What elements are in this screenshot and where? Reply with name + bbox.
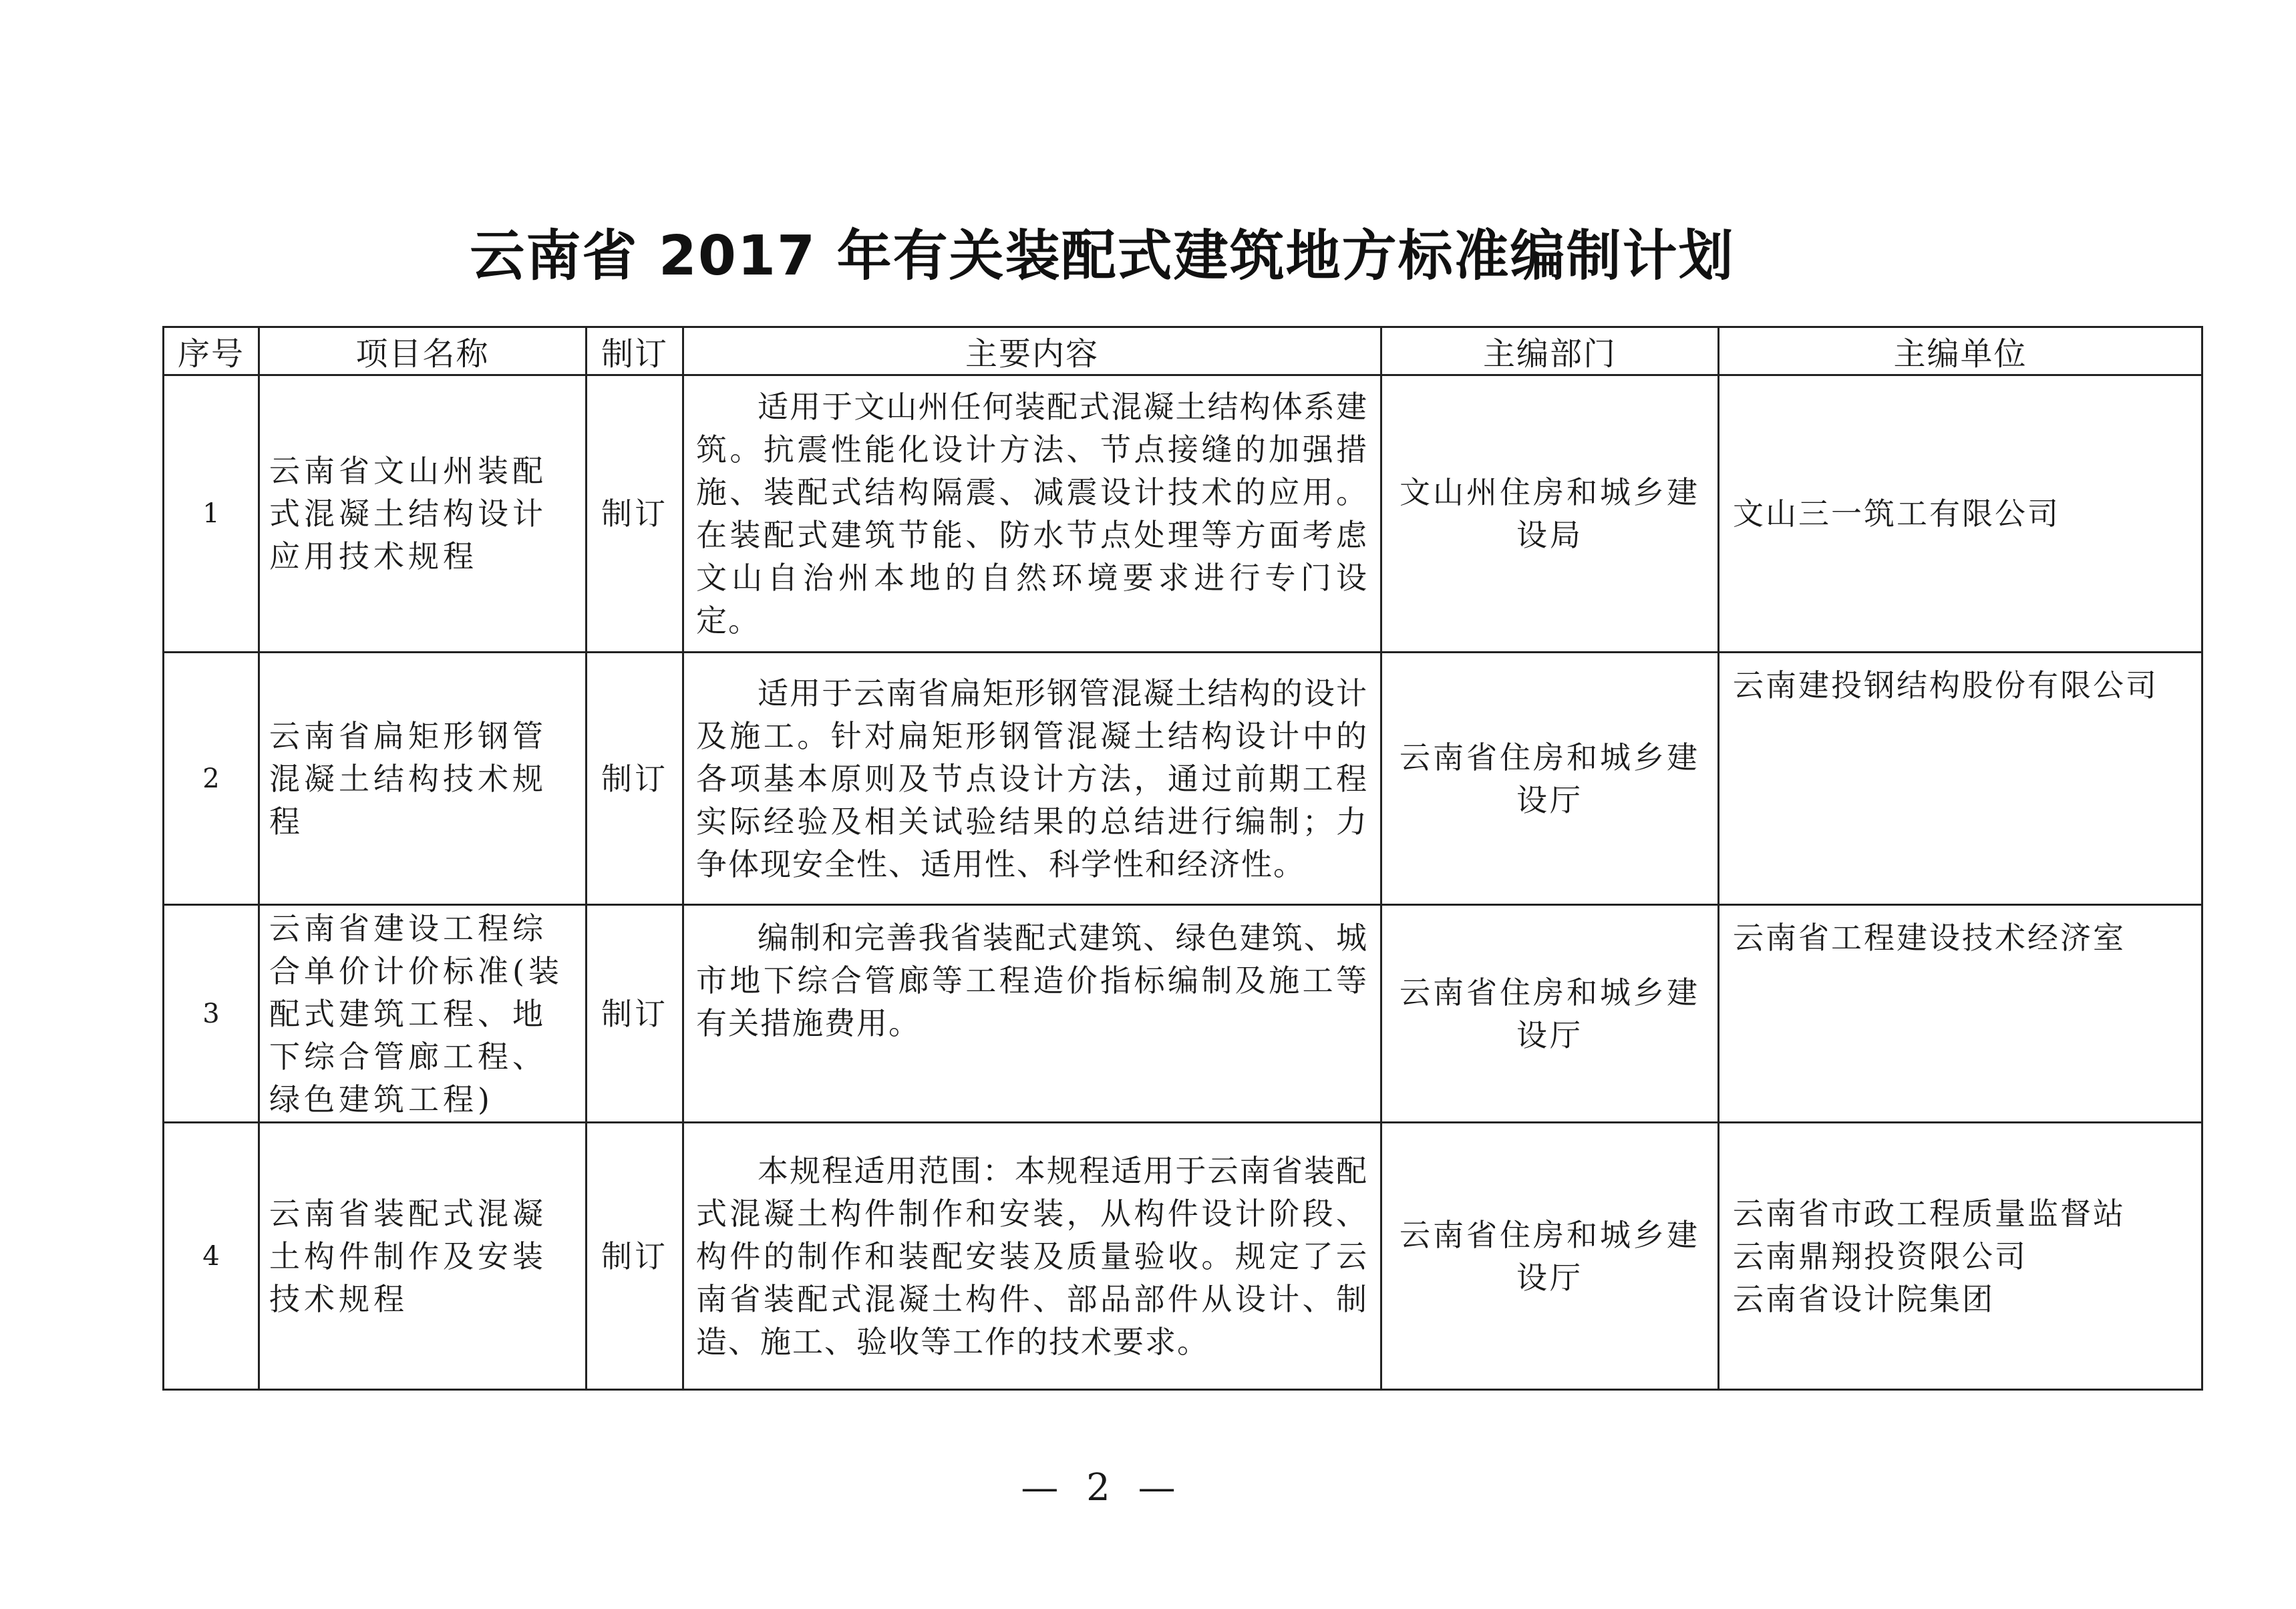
editing-unit: 云南建投钢结构股份有限公司 (1719, 653, 2202, 905)
row-number: 1 (164, 375, 259, 653)
editing-department: 云南省住房和城乡建设厅 (1381, 653, 1719, 905)
table-header-row (164, 327, 2202, 375)
project-name: 云南省扁矩形钢管混凝土结构技术规程 (259, 653, 587, 905)
project-content: 适用于文山州任何装配式混凝土结构体系建筑。抗震性能化设计方法、节点接缝的加强措施、装配式结构隔震、减震设计技术的应用。在装配式建筑节能、防水节点处理等方面考虑文山自治州本地的自然环境要求进行专门设定。 (683, 375, 1381, 653)
project-name: 云南省建设工程综合单价计价标准(装配式建筑工程、地下综合管廊工程、绿色建筑工程) (259, 905, 587, 1123)
editing-unit-list (1719, 1123, 2202, 1390)
standards-plan-table (162, 326, 2203, 1391)
header-dept: 主编部门 (1381, 327, 1719, 375)
table-row (164, 653, 2202, 905)
editing-unit: 云南鼎翔投资限公司 (1733, 1238, 2027, 1274)
table-row (164, 905, 2202, 1123)
project-name: 云南省装配式混凝土构件制作及安装技术规程 (259, 1123, 587, 1390)
editing-department: 文山州住房和城乡建设局 (1381, 375, 1719, 653)
table-row (164, 1123, 2202, 1390)
row-number: 4 (164, 1123, 259, 1390)
project-content: 本规程适用范围：本规程适用于云南省装配式混凝土构件制作和安装，从构件设计阶段、构件的制作和装配安装及质量验收。规定了云南省装配式混凝土构件、部品部件从设计、制造、施工、验收等工作的技术要求。 (683, 1123, 1381, 1390)
project-type: 制订 (587, 1123, 683, 1390)
editing-unit: 云南省设计院集团 (1733, 1280, 1995, 1317)
header-no: 序号 (164, 327, 259, 375)
editing-unit: 云南省市政工程质量监督站 (1733, 1195, 2126, 1232)
header-type: 制订 (587, 327, 683, 375)
project-type: 制订 (587, 653, 683, 905)
header-content: 主要内容 (683, 327, 1381, 375)
header-name: 项目名称 (259, 327, 587, 375)
editing-department: 云南省住房和城乡建设厅 (1381, 1123, 1719, 1390)
editing-department: 云南省住房和城乡建设厅 (1381, 905, 1719, 1123)
project-content: 适用于云南省扁矩形钢管混凝土结构的设计及施工。针对扁矩形钢管混凝土结构设计中的各项基本原则及节点设计方法，通过前期工程实际经验及相关试验结果的总结进行编制；力争体现安全性、适用性、科学性和经济性。 (683, 653, 1381, 905)
header-unit: 主编单位 (1719, 327, 2202, 375)
document-title: 云南省 2017 年有关装配式建筑地方标准编制计划 (470, 224, 1735, 288)
project-type: 制订 (587, 375, 683, 653)
project-type: 制订 (587, 905, 683, 1123)
row-number: 2 (164, 653, 259, 905)
project-content: 编制和完善我省装配式建筑、绿色建筑、城市地下综合管廊等工程造价指标编制及施工等有关措施费用。 (683, 905, 1381, 1123)
page-number: — 2 — (1021, 1466, 1184, 1509)
project-name: 云南省文山州装配式混凝土结构设计应用技术规程 (259, 375, 587, 653)
row-number: 3 (164, 905, 259, 1123)
editing-unit: 云南省工程建设技术经济室 (1719, 905, 2202, 1123)
table-row (164, 375, 2202, 653)
editing-unit: 文山三一筑工有限公司 (1719, 375, 2202, 653)
